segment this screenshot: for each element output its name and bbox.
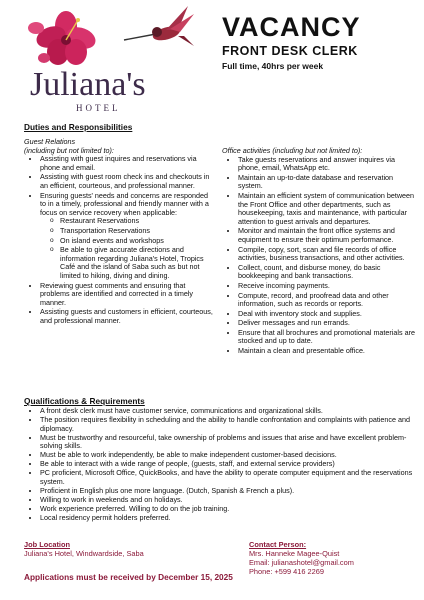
contact-heading: Contact Person: xyxy=(249,540,307,549)
job-location-heading: Job Location xyxy=(24,540,70,549)
list-item: • Maintain an efficient system of communication between the Front Office and other departments, such as housekeeping, taxis and maintenance, with particular attention to guest arrivals and departures. xyxy=(238,192,418,226)
contact-person xyxy=(249,540,419,576)
list-item: • Receive incoming payments. xyxy=(238,282,418,291)
guest-relations-column xyxy=(24,138,214,326)
list-item: • Assisting with guest room check ins and checkouts in an efficient, courteous, and professional manner. xyxy=(40,173,214,190)
list-item: • Maintain an up-to-date database and reservation system. xyxy=(238,174,418,191)
list-item: • Be able to interact with a wide range of people, (guests, staff, and external service providers) xyxy=(40,460,418,469)
list-item: • Must be able to work independently, be able to make independent customer-based decisions. xyxy=(40,451,418,460)
sub-list-item: o Restaurant Reservations xyxy=(60,217,214,226)
contact-name: Mrs. Hanneke Magee-Quist xyxy=(249,549,340,558)
contact-phone[interactable]: Phone: +599 416 2269 xyxy=(249,567,325,576)
list-item: • PC proficient, Microsoft Office, QuickBooks, and have the ability to operate computer equipment and the reservations system. xyxy=(40,469,418,486)
list-item: • Monitor and maintain the front office systems and equipment to ensure their optimum performance. xyxy=(238,227,418,244)
guest-relations-subheading: (including but not limited to): xyxy=(24,145,114,155)
list-item: • Proficient in English plus one more language. (Dutch, Spanish & French a plus). xyxy=(40,487,418,496)
list-item: • Ensure that all brochures and promotional materials are stocked and up to date. xyxy=(238,329,418,346)
hotel-logo xyxy=(14,6,219,116)
job-role: FRONT DESK CLERK xyxy=(222,44,358,58)
list-item: • Compute, record, and proofread data and other information, such as records or reports. xyxy=(238,292,418,309)
list-item: • Maintain a clean and presentable office. xyxy=(238,347,418,356)
office-activities-column xyxy=(222,147,418,357)
list-item-text: Ensuring guests' needs and concerns are responded to in a timely, professional and friendly manner with a focus on service recovery when applicable: xyxy=(40,190,209,217)
page-title: VACANCY xyxy=(222,12,361,42)
sub-list-item: o On island events and workshops xyxy=(60,237,214,246)
sub-list-item: o Be able to give accurate directions and information regarding Juliana's Hotel, Tropics Café and the island of Saba such as but not limited to hiking, diving and dining. xyxy=(60,246,214,280)
office-activities-heading: Office activities (including but not limited to): xyxy=(222,146,363,155)
list-item: • Local residency permit holders preferred. xyxy=(40,514,418,523)
list-item: • Collect, count, and disburse money, do basic bookkeeping and bank transactions. xyxy=(238,264,418,281)
job-hours: Full time, 40hrs per week xyxy=(222,61,324,71)
qualifications-section xyxy=(24,407,418,523)
list-item xyxy=(40,192,214,281)
list-item: • The position requires flexibility in scheduling and the ability to handle confrontation and complaints with patience and diplomacy. xyxy=(40,416,418,433)
guest-relations-list xyxy=(24,155,214,325)
guest-sublist xyxy=(40,217,214,280)
sub-list-item: o Transportation Reservations xyxy=(60,227,214,236)
list-item: • Work experience preferred. Willing to do on the job training. xyxy=(40,505,418,514)
duties-heading: Duties and Responsibilities xyxy=(24,122,133,132)
logo-wordmark: Juliana's xyxy=(30,66,146,103)
list-item: • Must be trustworthy and resourceful, take ownership of problems and issues that arise and have excellent problem-solving skills. xyxy=(40,434,418,451)
job-location-value: Juliana's Hotel, Windwardside, Saba xyxy=(24,549,144,558)
list-item: • Deal with inventory stock and supplies. xyxy=(238,310,418,319)
office-activities-list xyxy=(222,156,418,356)
logo-subtitle: HOTEL xyxy=(76,103,121,113)
list-item: • A front desk clerk must have customer service, communications and organizational skills. xyxy=(40,407,418,416)
job-location xyxy=(24,540,224,558)
list-item: • Assisting with guest inquires and reservations via phone and email. xyxy=(40,155,214,172)
application-deadline: Applications must be received by December 15, 2025 xyxy=(24,572,233,582)
contact-email[interactable]: Email: julianashotel@gmail.com xyxy=(249,558,354,567)
list-item: • Willing to work in weekends and on holidays. xyxy=(40,496,418,505)
guest-relations-heading: Guest Relations xyxy=(24,137,76,146)
qualifications-list xyxy=(24,407,418,522)
list-item: • Assisting guests and customers in efficient, courteous, and professional manner. xyxy=(40,308,214,325)
list-item: • Take guests reservations and answer inquires via phone, email, WhatsApp etc. xyxy=(238,156,418,173)
list-item: • Deliver messages and run errands. xyxy=(238,319,418,328)
title-block xyxy=(222,12,422,71)
qualifications-heading: Qualifications & Requirements xyxy=(24,396,145,406)
list-item: • Compile, copy, sort, scan and file records of office activities, business transactions, and other activities. xyxy=(238,246,418,263)
list-item: • Reviewing guest comments and ensuring that problems are identified and corrected in a timely manner. xyxy=(40,282,214,308)
